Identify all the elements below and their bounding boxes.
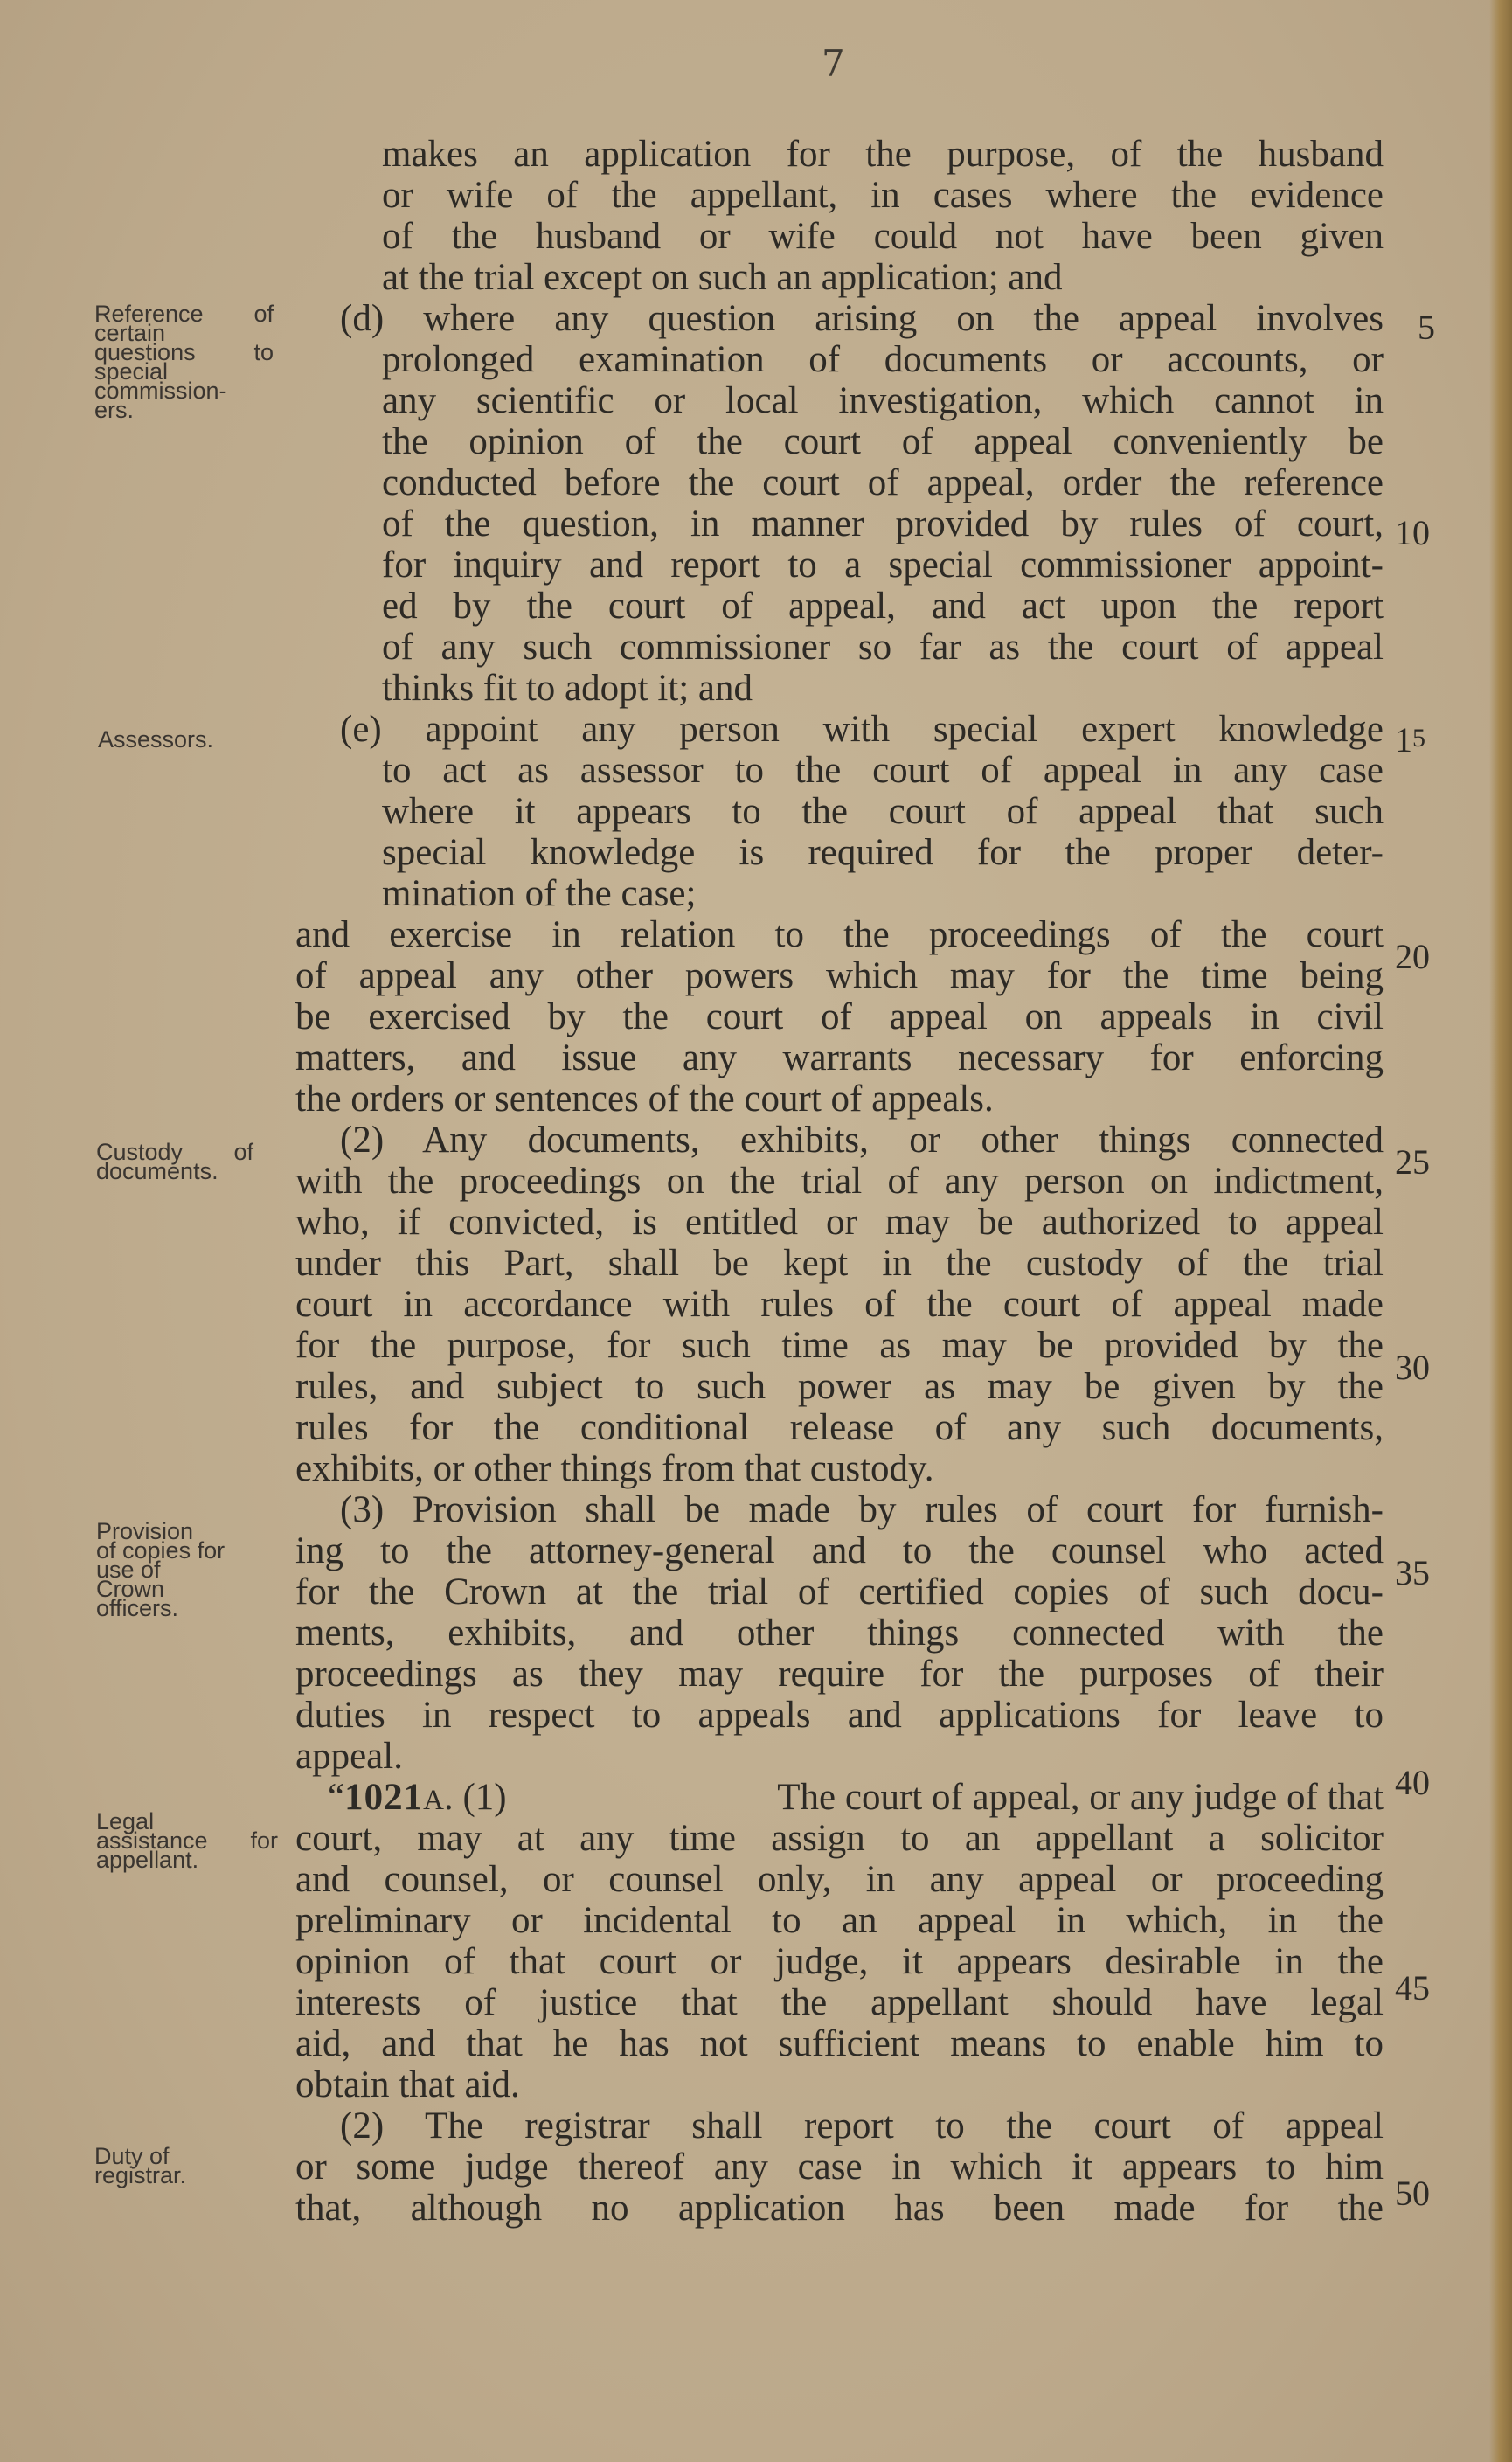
body-line: preliminary or incidental to an appeal in which, in the bbox=[295, 1900, 1384, 1941]
body-line: matters, and issue any warrants necessary for enforcing bbox=[295, 1037, 1384, 1078]
body-line: for the Crown at the trial of certified copies of such docu- bbox=[295, 1571, 1384, 1612]
body-line: aid, and that he has not sufficient means to enable him to bbox=[295, 2023, 1384, 2064]
body-line: exhibits, or other things from that custody. bbox=[295, 1448, 934, 1489]
body-line: (d) where any question arising on the appeal involves bbox=[340, 298, 1384, 339]
body-line: ments, exhibits, and other things connected with the bbox=[295, 1612, 1384, 1654]
body-line: to act as assessor to the court of appeal in any case bbox=[382, 750, 1384, 791]
marginal-note-line: Provision bbox=[96, 1518, 194, 1544]
marginal-note-line: questions to bbox=[94, 339, 274, 365]
body-line: (3) Provision shall be made by rules of court for furnish- bbox=[340, 1489, 1384, 1530]
body-line: (2) The registrar shall report to the court of appeal bbox=[340, 2105, 1384, 2146]
body-text: The court of appeal, or any judge of that bbox=[777, 1777, 1384, 1818]
body-line: of appeal any other powers which may for the time being bbox=[295, 955, 1384, 996]
line-number: 50 bbox=[1395, 2174, 1430, 2213]
body-line: rules for the conditional release of any such documents, bbox=[295, 1407, 1384, 1448]
marginal-note-line: Reference of bbox=[94, 301, 274, 327]
body-line: the orders or sentences of the court of appeals. bbox=[295, 1078, 994, 1120]
line-number: 30 bbox=[1395, 1348, 1430, 1387]
body-line: and exercise in relation to the proceedings of the court bbox=[295, 914, 1384, 955]
marginal-note-line: Assessors. bbox=[98, 726, 214, 752]
body-line: under this Part, shall be kept in the custody of the trial bbox=[295, 1243, 1384, 1284]
marginal-note-line: use of bbox=[96, 1557, 161, 1583]
line-number: 40 bbox=[1395, 1763, 1430, 1802]
body-line: of the husband or wife could not have been given bbox=[382, 216, 1384, 257]
body-line: or wife of the appellant, in cases where the evidence bbox=[382, 175, 1384, 216]
line-number: 20 bbox=[1395, 937, 1430, 976]
marginal-note-line: Duty of bbox=[94, 2143, 170, 2169]
page-number: 7 bbox=[822, 42, 845, 85]
marginal-note-line: Crown bbox=[96, 1576, 165, 1602]
marginal-note-line: special bbox=[94, 358, 169, 385]
line-number: 5 bbox=[1418, 308, 1435, 347]
line-number: 10 bbox=[1395, 513, 1430, 552]
marginal-note-line: appellant. bbox=[96, 1847, 199, 1873]
body-line: interests of justice that the appellant should have legal bbox=[295, 1982, 1384, 2023]
body-line: of any such commissioner so far as the court of appeal bbox=[382, 627, 1384, 668]
body-line: of the question, in manner provided by rules of court, bbox=[382, 503, 1384, 544]
body-line: conducted before the court of appeal, order the reference bbox=[382, 462, 1384, 503]
body-line: duties in respect to appeals and applications for leave to bbox=[295, 1695, 1384, 1736]
body-line: for inquiry and report to a special commissioner appoint- bbox=[382, 544, 1384, 586]
body-line: opinion of that court or judge, it appears desirable in the bbox=[295, 1941, 1384, 1982]
body-line: thinks fit to adopt it; and bbox=[382, 668, 753, 709]
body-line: mination of the case; bbox=[382, 873, 697, 914]
marginal-note-line: officers. bbox=[96, 1595, 179, 1621]
marginal-note-line: assistance for bbox=[96, 1827, 278, 1854]
marginal-note-line: documents. bbox=[96, 1158, 218, 1184]
body-line: be exercised by the court of appeal on appeals in civil bbox=[295, 996, 1384, 1037]
line-number: 35 bbox=[1395, 1553, 1430, 1592]
body-line: appeal. bbox=[295, 1736, 403, 1777]
marginal-note-custody bbox=[96, 1139, 253, 1184]
body-line: (e) appoint any person with special expert knowledge bbox=[340, 709, 1384, 750]
marginal-note-line: Custody of bbox=[96, 1139, 253, 1165]
body-line: or some judge thereof any case in which it appears to him bbox=[295, 2146, 1384, 2188]
body-line: court, may at any time assign to an appellant a solicitor bbox=[295, 1818, 1384, 1859]
marginal-note-reference bbox=[94, 301, 274, 423]
body-line: special knowledge is required for the proper deter- bbox=[382, 832, 1384, 873]
marginal-note-provision bbox=[96, 1518, 225, 1621]
section-heading: “1021A. (1) bbox=[328, 1777, 507, 1818]
marginal-note-line: commission- bbox=[94, 378, 227, 404]
marginal-note-line: Legal bbox=[96, 1808, 155, 1834]
body-line: at the trial except on such an application; and bbox=[382, 257, 1063, 298]
body-line: where it appears to the court of appeal that such bbox=[382, 791, 1384, 832]
body-line: proceedings as they may require for the purposes of their bbox=[295, 1654, 1384, 1695]
body-line: makes an application for the purpose, of the husband bbox=[382, 134, 1384, 175]
line-number: 45 bbox=[1395, 1968, 1430, 2008]
line-number: 25 bbox=[1395, 1142, 1430, 1182]
body-line: with the proceedings on the trial of any person on indictment, bbox=[295, 1161, 1384, 1202]
marginal-note-line: certain bbox=[94, 320, 166, 346]
marginal-note-assessors bbox=[98, 726, 214, 752]
body-line: that, although no application has been made for the bbox=[295, 2188, 1384, 2229]
page-edge bbox=[1489, 0, 1512, 2462]
body-line: obtain that aid. bbox=[295, 2064, 520, 2105]
body-line: rules, and subject to such power as may be given by the bbox=[295, 1366, 1384, 1407]
marginal-note-duty-of-registrar bbox=[94, 2143, 187, 2188]
body-line: for the purpose, for such time as may be provided by the bbox=[295, 1325, 1384, 1366]
line-number: 15 bbox=[1395, 720, 1425, 759]
marginal-note-legal-assistance bbox=[96, 1808, 278, 1873]
section-heading-line bbox=[328, 1777, 1384, 1821]
body-line: ing to the attorney-general and to the counsel who acted bbox=[295, 1530, 1384, 1571]
body-line: the opinion of the court of appeal conveniently be bbox=[382, 421, 1384, 462]
marginal-note-line: of copies for bbox=[96, 1537, 225, 1564]
body-line: court in accordance with rules of the court of appeal made bbox=[295, 1284, 1384, 1325]
marginal-note-line: ers. bbox=[94, 397, 135, 423]
body-line: and counsel, or counsel only, in any appeal or proceeding bbox=[295, 1859, 1384, 1900]
body-line: any scientific or local investigation, which cannot in bbox=[382, 380, 1384, 421]
body-line: ed by the court of appeal, and act upon the report bbox=[382, 586, 1384, 627]
marginal-note-line: registrar. bbox=[94, 2162, 187, 2188]
body-line: (2) Any documents, exhibits, or other things connected bbox=[340, 1120, 1384, 1161]
body-line: who, if convicted, is entitled or may be authorized to appeal bbox=[295, 1202, 1384, 1243]
body-line: prolonged examination of documents or accounts, or bbox=[382, 339, 1384, 380]
